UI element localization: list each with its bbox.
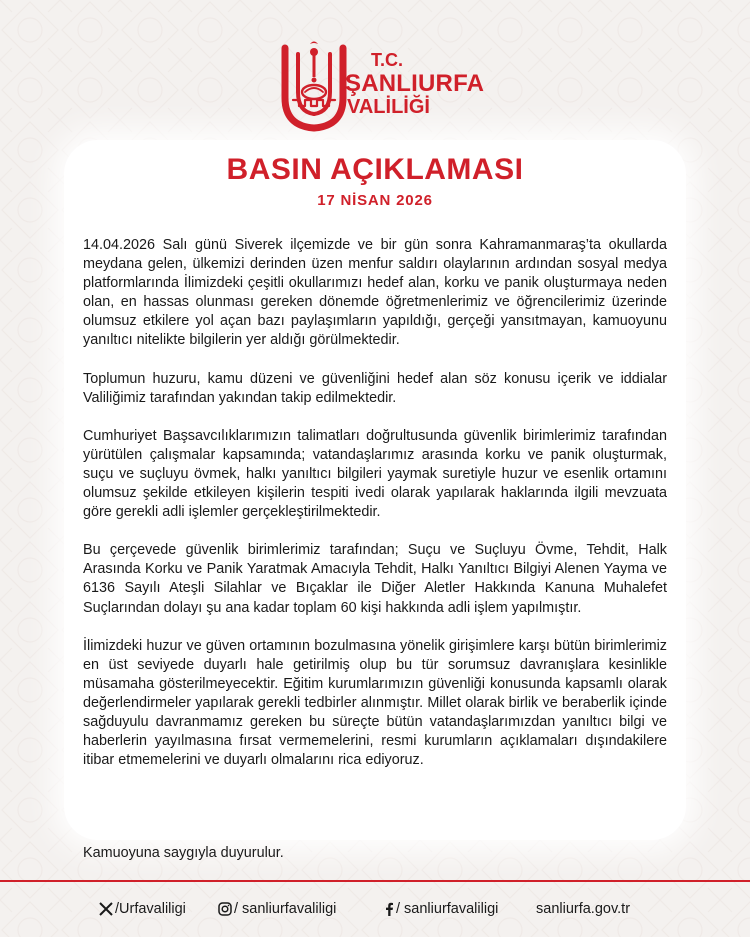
closing-line: Kamuoyuna saygıyla duyurulur. <box>83 845 284 861</box>
footer <box>0 901 750 925</box>
footer-divider <box>0 880 750 882</box>
x-handle: /Urfavaliligi <box>115 901 186 917</box>
facebook-handle: / sanliurfavaliligi <box>396 901 499 917</box>
footer-instagram-link[interactable] <box>218 901 336 917</box>
website-url: sanliurfa.gov.tr <box>536 901 631 917</box>
release-date: 17 NİSAN 2026 <box>317 192 433 209</box>
facebook-icon <box>384 902 394 916</box>
footer-facebook-link[interactable] <box>384 901 498 917</box>
logo-governorship: VALİLİĞİ <box>347 96 430 118</box>
paragraph-4: Bu çerçevede güvenlik birimlerimiz tarafından; Suçu ve Suçluyu Övme, Tehdit, Halk Arasında Korku ve Panik Yaratmak Amacıyla Tehdit, Halkı Yanıltıcı Bilgiyi Alenen Yayma ve 6136 Sayılı Ateşli Silahlar ve Bıçaklar ile Diğer Aletler Hakkında Kanuna Muhalefet Suçlarından dolayı şu ana kadar toplam 60 kişi hakkında adli işlem yapılmıştır. <box>83 542 667 616</box>
x-logo-icon <box>99 902 113 916</box>
page-title: BASIN AÇIKLAMASI <box>226 153 524 186</box>
footer-website-link[interactable] <box>536 901 630 917</box>
paragraph-1: 14.04.2026 Salı günü Siverek ilçemizde ve bir gün sonra Kahramanmaraş’ta okullarda meydana gelen, ülkemizi derinden üzen menfur saldırı olaylarının ardından sosyal medya platformlarında İlimizdeki çeşitli okullarımızı hedef alan, korku ve panik oluşturmaya neden olan, en hassas olunması gereken dönemde öğretmenlerimiz ve öğrencilerimiz üzerinde olumsuz etkilere yol açan bazı paylaşımların yapıldığı, gerçeği yansıtmayan, kamuoyunu yanıltıcı nitelikte bilgilerin yer aldığı görülmektedir. <box>83 237 667 349</box>
statement-body <box>83 236 667 789</box>
paragraph-3: Cumhuriyet Başsavcılıklarımızın talimatları doğrultusunda güvenlik birimlerimiz tarafından yürütülen çalışmalar kapsamında; vatandaşlarımız arasında korku ve panik oluşturmak, suçu ve suçluyu övmek, halkı yanıltıcı bilgileri yaymak suretiyle huzur ve esenlik ortamını olumsuz şekilde etkileyen kişilerin tespiti ivedi olarak yapılarak haklarında ilgili mevzuata göre gerekli adli işlemler gerçekleştirilmektedir. <box>83 427 667 521</box>
footer-x-link[interactable] <box>99 901 186 917</box>
logo-city: ŞANLIURFA <box>345 70 485 97</box>
paragraph-5: İlimizdeki huzur ve güven ortamının bozulmasına yönelik girişimlere karşı bütün birimlerimiz en üst seviyede duyarlı hale getirilmiş olup bu tür sorumsuz davranışlara kesinlikle müsamaha gösterilmeyecektir. Eğitim kurumlarımızın güvenliği konusunda kapsamlı olarak değerlendirmeler yapılarak gerekli tedbirler alınmıştır. Millet olarak birlik ve beraberlik içinde sağduyulu davranmamız gereken bu süreçte bütün vatandaşlarımızdan yanıltıcı bilgi ve haberlerin yayılmasına fırsat vermemelerini, resmi kurumların açıklamaları dışındakilere itibar etmemelerini ve duyarlı olmalarını rica ediyoruz. <box>83 637 667 769</box>
instagram-handle: / sanliurfavaliligi <box>234 901 337 917</box>
paragraph-2: Toplumun huzuru, kamu düzeni ve güvenliğini hedef alan söz konusu içerik ve iddialar Valiliğimiz tarafından yakından takip edilmektedir. <box>83 370 667 406</box>
instagram-icon <box>218 902 232 916</box>
logo-tc: T.C. <box>371 50 404 70</box>
